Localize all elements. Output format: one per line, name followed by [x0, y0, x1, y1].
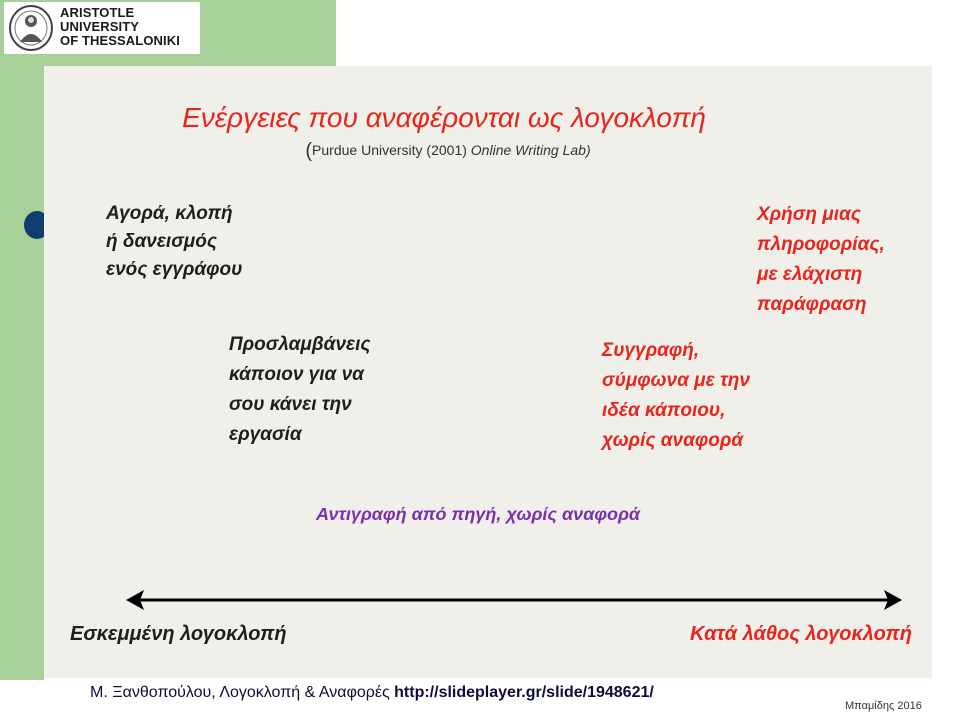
accidental-plagiarism-label: Κατά λάθος λογοκλοπή — [690, 623, 912, 645]
block-line: Συγγραφή, — [602, 340, 700, 361]
footer-citation — [90, 684, 654, 702]
logo-line-3: OF THESSALONIKI — [60, 33, 180, 48]
block-line: κάποιον για να — [229, 364, 364, 385]
block-line: ιδέα κάποιου, — [602, 400, 726, 421]
university-name — [60, 6, 200, 48]
slide-subtitle — [44, 140, 852, 163]
block-line: ενός εγγράφου — [106, 259, 243, 280]
subtitle-italic: Online Writing Lab) — [470, 142, 591, 158]
block-line: σύμφωνα με την — [602, 370, 750, 391]
block-minimal-paraphrase — [757, 200, 885, 320]
footer-url-link[interactable]: http://slideplayer.gr/slide/1948621/ — [394, 684, 654, 701]
intentional-plagiarism-label: Εσκεμμένη λογοκλοπή — [70, 623, 287, 645]
author-credit: Μπαμίδης 2016 — [845, 700, 922, 712]
double-arrow-icon — [124, 586, 904, 614]
university-seal-icon — [8, 4, 54, 52]
block-line: ή δανεισμός — [106, 231, 217, 252]
university-logo — [4, 2, 200, 54]
subtitle-source: Purdue University (2001) — [312, 142, 471, 158]
block-hiring-someone — [229, 330, 371, 450]
block-line: εργασία — [229, 424, 302, 445]
slide-content-panel — [44, 66, 932, 678]
block-line: πληροφορίας, — [757, 234, 885, 255]
subtitle-paren: ( — [305, 140, 313, 162]
block-copy-from-source: Αντιγραφή από πηγή, χωρίς αναφορά — [316, 504, 641, 524]
left-green-band — [0, 0, 44, 680]
logo-line-2: UNIVERSITY — [60, 19, 140, 34]
block-line: Αγορά, κλοπή — [106, 203, 233, 224]
block-line: με ελάχιστη — [757, 264, 863, 285]
block-buying-document — [106, 200, 242, 284]
slide-title: Ενέργειες που αναφέρονται ως λογοκλοπή — [182, 102, 706, 133]
block-idea-no-citation — [602, 336, 750, 456]
block-line: Χρήση μιας — [757, 204, 861, 225]
footer-author: Μ. Ξανθοπούλου, Λογοκλοπή & Αναφορές — [90, 684, 395, 701]
block-line: παράφραση — [757, 294, 867, 315]
block-line: σου κάνει την — [229, 394, 352, 415]
block-line: χωρίς αναφορά — [602, 430, 744, 451]
block-line: Προσλαμβάνεις — [229, 334, 371, 355]
logo-line-1: ARISTOTLE — [60, 5, 135, 20]
